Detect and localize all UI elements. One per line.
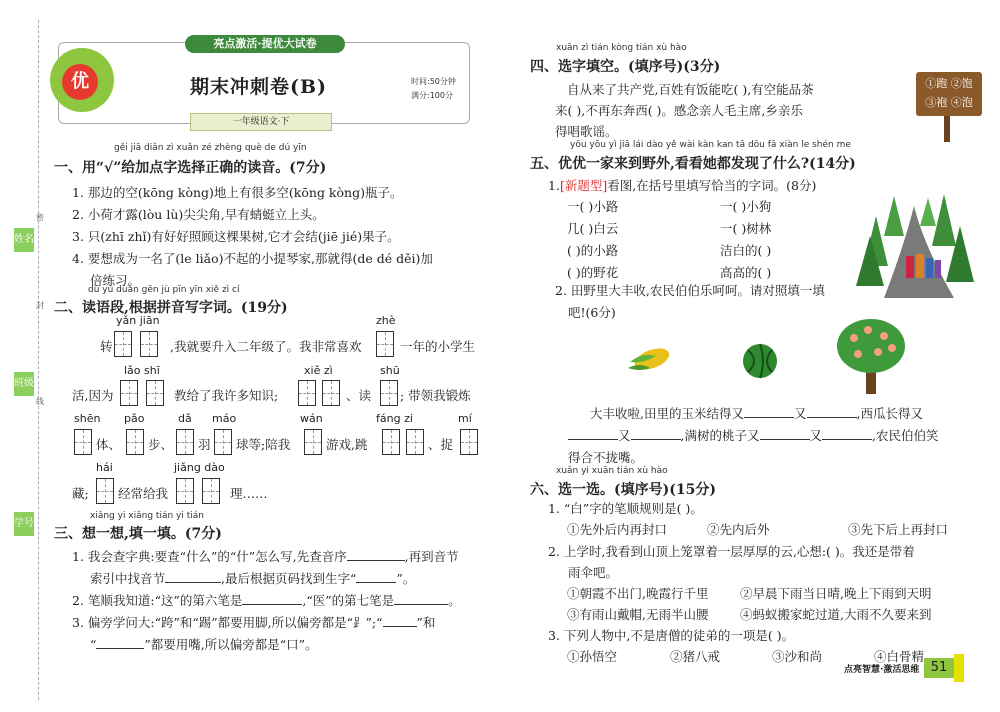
writing-box[interactable] [176, 429, 194, 455]
writing-box[interactable] [460, 429, 478, 455]
peach-tree-illustration [836, 318, 906, 394]
side-label-name: 姓名 [14, 228, 34, 252]
pinyin-word: dǎ [178, 412, 192, 425]
pinyin-word: máo [212, 412, 237, 425]
q5-sub1: 1.[新题型]看图,在括号里填写恰当的字词。(8分) [548, 178, 817, 193]
q6-option[interactable]: ③有雨山戴帽,无雨半山腰 [567, 607, 709, 622]
q2-text: 游戏,跳 [326, 437, 368, 452]
binding-mark: 封 [36, 301, 44, 310]
page-title: 期末冲刺卷(B) [190, 76, 328, 98]
q2-text: 步、 [148, 437, 174, 452]
side-label-class: 班级 [14, 372, 34, 396]
q6-question-2: 2. 上学时,我看到山顶上笼罩着一层厚厚的云,心想:( )。我还是带着 [548, 544, 915, 559]
q5-sub2-line1: 2. 田野里大丰收,农民伯伯乐呵呵。请对照填一填 [555, 283, 825, 298]
q5-paragraph: 又 ,满树的桃子又 又 ,农民伯伯笑 [568, 426, 939, 444]
q1-item-4: 4. 要想成为一名了(le liǎo)不起的小提琴家,那就得(de dé děi)加 [72, 251, 433, 266]
q6-option[interactable]: ①先外后内再封口 [567, 522, 668, 537]
q6-question-3: 3. 下列人物中,不是唐僧的徒弟的一项是( )。 [548, 628, 795, 643]
q6-question-1: 1. “白”字的笔顺规则是( )。 [548, 501, 703, 516]
binding-sidebar [0, 0, 44, 712]
q4-heading: 四、选字填空。(填序号)(3分) [530, 59, 721, 75]
pinyin-word: wán [300, 412, 323, 425]
q6-option[interactable]: ④蚂蚁搬家蛇过道,大雨不久要来到 [740, 607, 932, 622]
pinyin-word: pǎo [124, 412, 145, 425]
q6-option[interactable]: ④白骨精 [874, 649, 925, 664]
writing-box[interactable] [322, 380, 340, 406]
q4-line: 自从来了共产党,百姓有饭能吃( ),有空能品茶 [567, 82, 814, 97]
q1-item-4-cont: 倍练习。 [90, 273, 141, 288]
q5-pinyin: yōu yōu yì jiā lái dào yě wài kàn kan tā dōu fā xiàn le shén me [570, 140, 851, 150]
q6-option[interactable]: ②先内后外 [707, 522, 770, 537]
pinyin-word: mí [458, 412, 472, 425]
time-label: 时间:50分钟 [411, 77, 456, 86]
watermelon-illustration [740, 340, 780, 380]
writing-box[interactable] [304, 429, 322, 455]
pinyin-word: shū [380, 364, 400, 377]
q5-paragraph: 得合不拢嘴。 [568, 450, 644, 465]
writing-box[interactable] [120, 380, 138, 406]
writing-box[interactable] [382, 429, 400, 455]
q1-pinyin: gěi jiā diǎn zì xuǎn zé zhèng què de dú yīn [114, 143, 307, 153]
writing-box[interactable] [96, 478, 114, 504]
q2-pinyin: dú yǔ duàn gēn jù pīn yīn xiě zì cí [88, 285, 240, 295]
pinyin-word: yǎn jiān [116, 314, 160, 327]
q2-text: ,我就要升入二年级了。我非常喜欢 [170, 339, 362, 354]
q4-line: 得唱歌谣。 [555, 124, 618, 139]
q3-line: 1. 我会查字典:要查“什么”的“什”怎么写,先查音序 ,再到音节 [72, 549, 459, 564]
q5-paragraph: 大丰收啦,田里的玉米结得又 又 ,西瓜长得又 [590, 406, 923, 421]
fill-item: 几( )白云 [567, 221, 619, 236]
pinyin-word: jiǎng dào [174, 461, 225, 474]
q2-text: 活,因为 [72, 388, 114, 403]
q1-heading: 一、用“√”给加点字选择正确的读音。(7分) [54, 160, 327, 176]
grade-label: 一年级语文·下 [190, 113, 332, 131]
q2-text: 、读 [346, 388, 372, 403]
badge-label: 优 [62, 64, 98, 100]
writing-box[interactable] [74, 429, 92, 455]
fill-item: 一( )树林 [720, 221, 772, 236]
footer-slogan: 点亮智慧·激活思维 [844, 665, 920, 675]
fill-item: ( )的野花 [567, 265, 619, 280]
q5-heading: 五、优优一家来到野外,看看她都发现了什么?(14分) [530, 156, 856, 172]
q3-line: 2. 笔顺我知道:“这”的第六笔是 ,“医”的第七笔是 。 [72, 593, 461, 608]
q6-pinyin: xuǎn yi xuǎn tián xù hào [556, 466, 668, 476]
fill-item: 洁白的( ) [720, 243, 772, 258]
writing-box[interactable] [298, 380, 316, 406]
series-title: 亮点激活·提优大试卷 [185, 35, 345, 53]
q6-option[interactable]: ①孙悟空 [567, 649, 618, 664]
pinyin-word: lǎo shī [124, 364, 160, 377]
q3-heading: 三、想一想,填一填。(7分) [54, 526, 222, 542]
binding-mark: 线 [36, 397, 44, 406]
q6-option[interactable]: ③先下后上再封口 [848, 522, 949, 537]
q3-line: 3. 偏旁学问大:“跨”和“踢”都要用脚,所以偏旁都是“⻊”;“ ”和 [72, 615, 436, 630]
q3-pinyin: xiǎng yi xiǎng tián yi tián [90, 511, 204, 521]
q2-text: 理…… [230, 486, 268, 501]
q2-text: ; 带领我锻炼 [400, 388, 471, 403]
q1-item-1: 1. 那边的空(kōng kòng)地上有很多空(kōng kòng)瓶子。 [72, 185, 403, 200]
pinyin-word: hái [96, 461, 113, 474]
writing-box[interactable] [376, 331, 394, 357]
writing-box[interactable] [176, 478, 194, 504]
writing-box[interactable] [114, 331, 132, 357]
q5-sub2-line2: 吧!(6分) [568, 305, 616, 320]
writing-box[interactable] [202, 478, 220, 504]
q3-line: 索引中找音节 ,最后根据页码找到生字“ ”。 [90, 571, 416, 586]
new-question-tag: [新题型] [559, 178, 608, 193]
pinyin-word: shēn [74, 412, 101, 425]
page-number: 51 [924, 658, 954, 678]
q2-text: 体、 [96, 437, 122, 452]
binding-mark: 密 [36, 213, 44, 222]
q4-pinyin: xuǎn zì tián kòng tián xù hào [556, 43, 687, 53]
score-label: 满分:100分 [411, 91, 453, 100]
pinyin-word: zhè [376, 314, 396, 327]
q2-heading: 二、读语段,根据拼音写字词。(19分) [54, 300, 288, 316]
page-edge-bar [954, 654, 964, 682]
q6-option[interactable]: ③沙和尚 [772, 649, 823, 664]
q3-line: “ ”都要用嘴,所以偏旁都是“口”。 [90, 637, 318, 652]
signboard-post [944, 116, 950, 142]
pinyin-word: fáng zi [376, 412, 413, 425]
q2-text: 一年的小学生 [400, 339, 476, 354]
writing-box[interactable] [126, 429, 144, 455]
fill-item: 高高的( ) [720, 265, 772, 280]
q1-item-3: 3. 只(zhī zhǐ)有好好照顾这棵果树,它才会结(jiē jié)果子。 [72, 229, 400, 244]
q6-option[interactable]: ②猪八戒 [670, 649, 721, 664]
option-signboard: ①跑 ②饱 ③袍 ④泡 [916, 72, 982, 116]
fill-item: 一( )小狗 [720, 199, 772, 214]
q2-text: 、捉 [428, 437, 454, 452]
q1-item-2: 2. 小荷才露(lòu lù)尖尖角,早有蜻蜓立上头。 [72, 207, 325, 222]
q6-option[interactable]: ②早晨下雨当日晴,晚上下雨到天明 [740, 586, 932, 601]
side-label-number: 学号 [14, 512, 34, 536]
corn-illustration [626, 342, 672, 376]
q2-text: 教给了我许多知识; [174, 388, 279, 403]
q2-text: 转 [100, 339, 113, 354]
writing-box[interactable] [146, 380, 164, 406]
pinyin-word: xiě zì [304, 364, 333, 377]
fill-item: 一( )小路 [567, 199, 619, 214]
q2-text: 羽 [198, 437, 211, 452]
q6-question-2-cont: 雨伞吧。 [568, 565, 619, 580]
q2-text: 藏; [72, 486, 89, 501]
q2-text: 球等;陪我 [236, 437, 291, 452]
q6-heading: 六、选一选。(填序号)(15分) [530, 482, 716, 498]
forest-path-illustration [854, 186, 974, 298]
writing-box[interactable] [214, 429, 232, 455]
fill-item: ( )的小路 [567, 243, 619, 258]
q4-line: 来( ),不再东奔西( )。感念亲人毛主席,乡亲乐 [555, 103, 803, 118]
q2-text: 经常给我 [118, 486, 169, 501]
writing-box[interactable] [406, 429, 424, 455]
writing-box[interactable] [140, 331, 158, 357]
writing-box[interactable] [380, 380, 398, 406]
q6-option[interactable]: ①朝霞不出门,晚霞行千里 [567, 586, 709, 601]
